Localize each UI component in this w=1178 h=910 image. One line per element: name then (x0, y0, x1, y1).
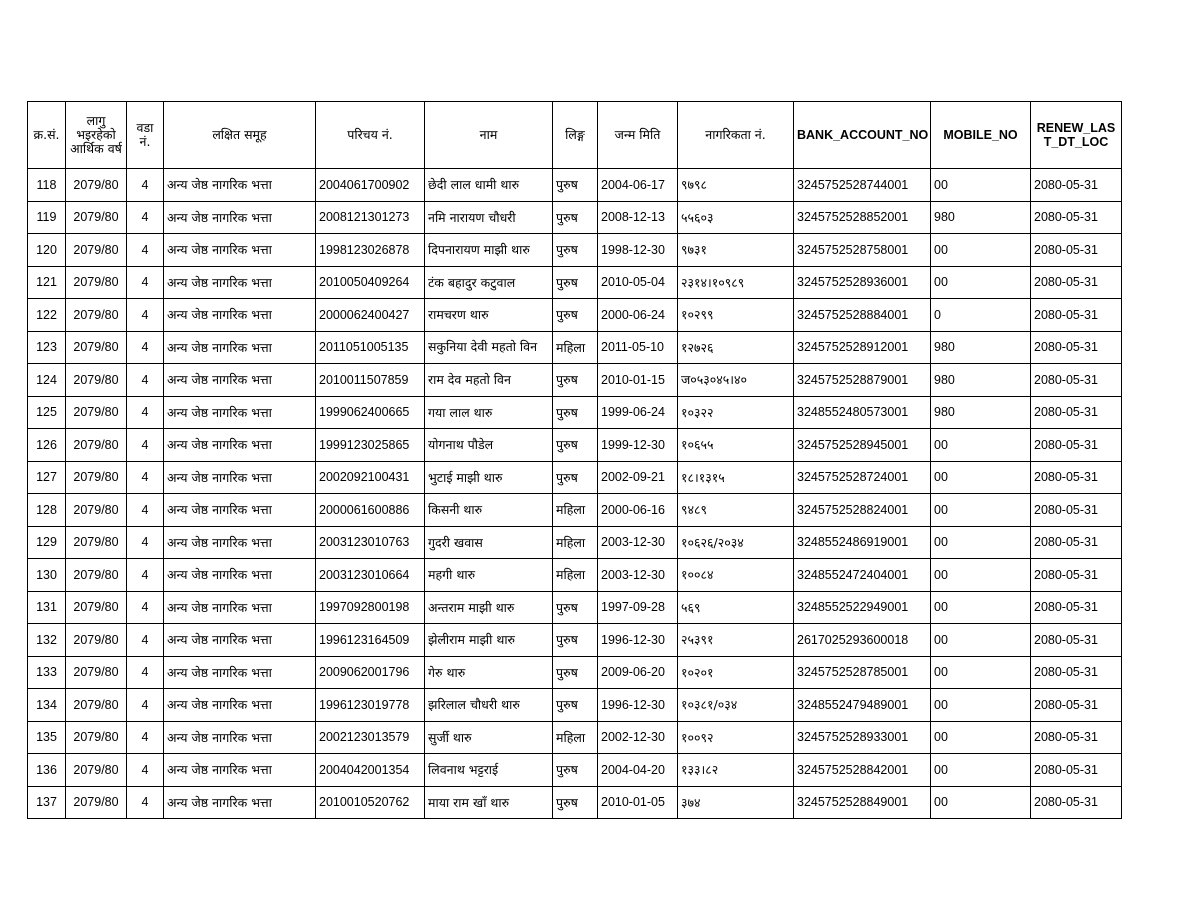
cell-target-group: अन्य जेष्ठ नागरिक भत्ता (164, 234, 316, 267)
header-id-no: परिचय नं. (316, 102, 425, 169)
cell-renew-date: 2080-05-31 (1031, 201, 1122, 234)
cell-mobile: 00 (931, 266, 1031, 299)
cell-target-group: अन्य जेष्ठ नागरिक भत्ता (164, 429, 316, 462)
cell-birth-date: 2000-06-24 (598, 299, 678, 332)
cell-birth-date: 2002-09-21 (598, 461, 678, 494)
cell-birth-date: 2002-12-30 (598, 721, 678, 754)
cell-ward-no: 4 (127, 461, 164, 494)
cell-name: किसनी थारु (425, 494, 553, 527)
cell-serial: 130 (28, 559, 66, 592)
cell-fiscal-year: 2079/80 (66, 266, 127, 299)
cell-bank-account: 3245752528724001 (794, 461, 931, 494)
cell-gender: पुरुष (553, 591, 598, 624)
cell-gender: महिला (553, 526, 598, 559)
cell-mobile: 00 (931, 169, 1031, 202)
cell-birth-date: 1996-12-30 (598, 624, 678, 657)
header-name: नाम (425, 102, 553, 169)
cell-renew-date: 2080-05-31 (1031, 786, 1122, 819)
cell-gender: पुरुष (553, 364, 598, 397)
cell-target-group: अन्य जेष्ठ नागरिक भत्ता (164, 559, 316, 592)
header-gender: लिङ्ग (553, 102, 598, 169)
cell-id-no: 2002123013579 (316, 721, 425, 754)
cell-bank-account: 3245752528852001 (794, 201, 931, 234)
cell-fiscal-year: 2079/80 (66, 234, 127, 267)
cell-gender: पुरुष (553, 624, 598, 657)
cell-mobile: 00 (931, 494, 1031, 527)
cell-citizenship-no: १००९२ (678, 721, 794, 754)
cell-citizenship-no: १०२९९ (678, 299, 794, 332)
cell-mobile: 00 (931, 656, 1031, 689)
cell-name: दिपनारायण माझी थारु (425, 234, 553, 267)
cell-citizenship-no: ५६९ (678, 591, 794, 624)
cell-target-group: अन्य जेष्ठ नागरिक भत्ता (164, 526, 316, 559)
cell-gender: पुरुष (553, 396, 598, 429)
cell-renew-date: 2080-05-31 (1031, 559, 1122, 592)
table-row (28, 396, 1122, 429)
cell-gender: पुरुष (553, 786, 598, 819)
cell-ward-no: 4 (127, 364, 164, 397)
cell-id-no: 1996123019778 (316, 689, 425, 722)
header-renew-date: RENEW_LAST_DT_LOC (1031, 102, 1122, 169)
cell-ward-no: 4 (127, 169, 164, 202)
cell-serial: 127 (28, 461, 66, 494)
cell-renew-date: 2080-05-31 (1031, 754, 1122, 787)
cell-bank-account: 3248552522949001 (794, 591, 931, 624)
cell-ward-no: 4 (127, 299, 164, 332)
cell-renew-date: 2080-05-31 (1031, 331, 1122, 364)
cell-ward-no: 4 (127, 786, 164, 819)
cell-target-group: अन्य जेष्ठ नागरिक भत्ता (164, 689, 316, 722)
cell-fiscal-year: 2079/80 (66, 201, 127, 234)
cell-fiscal-year: 2079/80 (66, 331, 127, 364)
cell-renew-date: 2080-05-31 (1031, 526, 1122, 559)
cell-gender: महिला (553, 494, 598, 527)
cell-fiscal-year: 2079/80 (66, 169, 127, 202)
cell-id-no: 2004061700902 (316, 169, 425, 202)
cell-renew-date: 2080-05-31 (1031, 689, 1122, 722)
cell-target-group: अन्य जेष्ठ नागरिक भत्ता (164, 331, 316, 364)
cell-name: गया लाल थारु (425, 396, 553, 429)
cell-gender: पुरुष (553, 461, 598, 494)
header-bank-account: BANK_ACCOUNT_NO (794, 102, 931, 169)
cell-ward-no: 4 (127, 624, 164, 657)
cell-citizenship-no: ज०५३०४५।४० (678, 364, 794, 397)
table-row (28, 169, 1122, 202)
cell-id-no: 2000062400427 (316, 299, 425, 332)
cell-ward-no: 4 (127, 494, 164, 527)
cell-birth-date: 2011-05-10 (598, 331, 678, 364)
table-body (28, 169, 1122, 819)
cell-mobile: 980 (931, 331, 1031, 364)
cell-name: टंक बहादुर कटुवाल (425, 266, 553, 299)
cell-fiscal-year: 2079/80 (66, 494, 127, 527)
cell-name: सकुनिया देवी महतो विन (425, 331, 553, 364)
header-citizenship-no: नागरिकता नं. (678, 102, 794, 169)
cell-name: छेदी लाल धामी थारु (425, 169, 553, 202)
cell-fiscal-year: 2079/80 (66, 721, 127, 754)
cell-name: गुदरी खवास (425, 526, 553, 559)
cell-gender: पुरुष (553, 266, 598, 299)
cell-mobile: 00 (931, 786, 1031, 819)
cell-renew-date: 2080-05-31 (1031, 364, 1122, 397)
header-serial: क्र.सं. (28, 102, 66, 169)
cell-birth-date: 1999-06-24 (598, 396, 678, 429)
cell-fiscal-year: 2079/80 (66, 299, 127, 332)
cell-fiscal-year: 2079/80 (66, 656, 127, 689)
cell-gender: पुरुष (553, 689, 598, 722)
table-row (28, 266, 1122, 299)
cell-fiscal-year: 2079/80 (66, 461, 127, 494)
cell-ward-no: 4 (127, 526, 164, 559)
table-row (28, 299, 1122, 332)
cell-serial: 122 (28, 299, 66, 332)
cell-birth-date: 2008-12-13 (598, 201, 678, 234)
cell-serial: 135 (28, 721, 66, 754)
cell-serial: 131 (28, 591, 66, 624)
cell-fiscal-year: 2079/80 (66, 396, 127, 429)
cell-bank-account: 3245752528879001 (794, 364, 931, 397)
cell-ward-no: 4 (127, 689, 164, 722)
cell-fiscal-year: 2079/80 (66, 754, 127, 787)
table-row (28, 559, 1122, 592)
cell-gender: पुरुष (553, 169, 598, 202)
cell-ward-no: 4 (127, 396, 164, 429)
cell-mobile: 980 (931, 396, 1031, 429)
cell-id-no: 2008121301273 (316, 201, 425, 234)
cell-id-no: 2004042001354 (316, 754, 425, 787)
cell-birth-date: 2004-06-17 (598, 169, 678, 202)
header-ward-no: वडा नं. (127, 102, 164, 169)
cell-mobile: 980 (931, 201, 1031, 234)
cell-mobile: 00 (931, 754, 1031, 787)
cell-name: राम देव महतो विन (425, 364, 553, 397)
cell-target-group: अन्य जेष्ठ नागरिक भत्ता (164, 396, 316, 429)
cell-gender: पुरुष (553, 201, 598, 234)
cell-renew-date: 2080-05-31 (1031, 461, 1122, 494)
cell-serial: 126 (28, 429, 66, 462)
cell-birth-date: 1997-09-28 (598, 591, 678, 624)
table-row (28, 721, 1122, 754)
cell-target-group: अन्य जेष्ठ नागरिक भत्ता (164, 656, 316, 689)
table-row (28, 754, 1122, 787)
cell-name: योगनाथ पौडेल (425, 429, 553, 462)
cell-ward-no: 4 (127, 754, 164, 787)
cell-bank-account: 3245752528884001 (794, 299, 931, 332)
cell-target-group: अन्य जेष्ठ नागरिक भत्ता (164, 461, 316, 494)
cell-ward-no: 4 (127, 429, 164, 462)
table-row (28, 494, 1122, 527)
cell-citizenship-no: ९७९८ (678, 169, 794, 202)
cell-citizenship-no: ३७४ (678, 786, 794, 819)
cell-birth-date: 2004-04-20 (598, 754, 678, 787)
cell-citizenship-no: १८।१३१५ (678, 461, 794, 494)
cell-birth-date: 2003-12-30 (598, 526, 678, 559)
cell-bank-account: 3245752528842001 (794, 754, 931, 787)
cell-name: नमि नारायण चौधरी (425, 201, 553, 234)
cell-id-no: 2003123010763 (316, 526, 425, 559)
table-row (28, 656, 1122, 689)
cell-fiscal-year: 2079/80 (66, 429, 127, 462)
cell-bank-account: 3245752528945001 (794, 429, 931, 462)
cell-fiscal-year: 2079/80 (66, 786, 127, 819)
cell-name: भुटाई माझी थारु (425, 461, 553, 494)
cell-target-group: अन्य जेष्ठ नागरिक भत्ता (164, 299, 316, 332)
cell-citizenship-no: १०३२२ (678, 396, 794, 429)
cell-mobile: 00 (931, 559, 1031, 592)
header-birth-date: जन्म मिति (598, 102, 678, 169)
cell-name: गेरु थारु (425, 656, 553, 689)
cell-serial: 125 (28, 396, 66, 429)
table-row (28, 234, 1122, 267)
cell-target-group: अन्य जेष्ठ नागरिक भत्ता (164, 494, 316, 527)
cell-serial: 118 (28, 169, 66, 202)
cell-serial: 119 (28, 201, 66, 234)
cell-id-no: 1998123026878 (316, 234, 425, 267)
cell-birth-date: 2009-06-20 (598, 656, 678, 689)
cell-birth-date: 1999-12-30 (598, 429, 678, 462)
cell-bank-account: 2617025293600018 (794, 624, 931, 657)
cell-birth-date: 2010-01-05 (598, 786, 678, 819)
cell-gender: पुरुष (553, 429, 598, 462)
cell-name: लिवनाथ भट्टराई (425, 754, 553, 787)
cell-ward-no: 4 (127, 559, 164, 592)
cell-name: माया राम खाँ थारु (425, 786, 553, 819)
cell-gender: पुरुष (553, 299, 598, 332)
cell-fiscal-year: 2079/80 (66, 624, 127, 657)
table-row (28, 689, 1122, 722)
cell-citizenship-no: २५३९१ (678, 624, 794, 657)
cell-citizenship-no: १३३।८२ (678, 754, 794, 787)
cell-serial: 124 (28, 364, 66, 397)
cell-citizenship-no: १०६२६/२०३४ (678, 526, 794, 559)
cell-ward-no: 4 (127, 331, 164, 364)
cell-target-group: अन्य जेष्ठ नागरिक भत्ता (164, 754, 316, 787)
cell-id-no: 1996123164509 (316, 624, 425, 657)
cell-serial: 132 (28, 624, 66, 657)
cell-renew-date: 2080-05-31 (1031, 494, 1122, 527)
cell-ward-no: 4 (127, 721, 164, 754)
cell-id-no: 2003123010664 (316, 559, 425, 592)
cell-bank-account: 3245752528849001 (794, 786, 931, 819)
cell-birth-date: 2000-06-16 (598, 494, 678, 527)
cell-id-no: 2000061600886 (316, 494, 425, 527)
cell-name: झेलीराम माझी थारु (425, 624, 553, 657)
cell-serial: 121 (28, 266, 66, 299)
cell-gender: महिला (553, 559, 598, 592)
table-row (28, 591, 1122, 624)
cell-birth-date: 2010-01-15 (598, 364, 678, 397)
cell-citizenship-no: १०६५५ (678, 429, 794, 462)
cell-ward-no: 4 (127, 266, 164, 299)
cell-gender: पुरुष (553, 656, 598, 689)
cell-serial: 133 (28, 656, 66, 689)
cell-renew-date: 2080-05-31 (1031, 721, 1122, 754)
header-mobile: MOBILE_NO (931, 102, 1031, 169)
table-row (28, 624, 1122, 657)
cell-target-group: अन्य जेष्ठ नागरिक भत्ता (164, 591, 316, 624)
cell-name: सुर्जी थारु (425, 721, 553, 754)
cell-renew-date: 2080-05-31 (1031, 396, 1122, 429)
cell-bank-account: 3248552479489001 (794, 689, 931, 722)
cell-bank-account: 3245752528824001 (794, 494, 931, 527)
table-row (28, 364, 1122, 397)
cell-mobile: 00 (931, 624, 1031, 657)
table-row (28, 201, 1122, 234)
cell-target-group: अन्य जेष्ठ नागरिक भत्ता (164, 266, 316, 299)
cell-citizenship-no: १०२०१ (678, 656, 794, 689)
cell-fiscal-year: 2079/80 (66, 559, 127, 592)
table-row (28, 331, 1122, 364)
cell-name: रामचरण थारु (425, 299, 553, 332)
cell-ward-no: 4 (127, 201, 164, 234)
cell-serial: 136 (28, 754, 66, 787)
cell-mobile: 980 (931, 364, 1031, 397)
cell-fiscal-year: 2079/80 (66, 689, 127, 722)
cell-renew-date: 2080-05-31 (1031, 266, 1122, 299)
cell-target-group: अन्य जेष्ठ नागरिक भत्ता (164, 624, 316, 657)
cell-gender: महिला (553, 721, 598, 754)
cell-gender: पुरुष (553, 234, 598, 267)
header-fiscal-year: लागु भइरहेको आर्थिक वर्ष (66, 102, 127, 169)
cell-renew-date: 2080-05-31 (1031, 234, 1122, 267)
cell-citizenship-no: ५५६०३ (678, 201, 794, 234)
cell-fiscal-year: 2079/80 (66, 526, 127, 559)
cell-gender: पुरुष (553, 754, 598, 787)
cell-id-no: 2010010520762 (316, 786, 425, 819)
cell-id-no: 2011051005135 (316, 331, 425, 364)
cell-bank-account: 3248552486919001 (794, 526, 931, 559)
cell-citizenship-no: १००८४ (678, 559, 794, 592)
header-target-group: लक्षित समूह (164, 102, 316, 169)
cell-id-no: 1999123025865 (316, 429, 425, 462)
cell-mobile: 00 (931, 461, 1031, 494)
cell-birth-date: 1998-12-30 (598, 234, 678, 267)
cell-mobile: 00 (931, 234, 1031, 267)
cell-bank-account: 3245752528936001 (794, 266, 931, 299)
cell-id-no: 2010050409264 (316, 266, 425, 299)
cell-bank-account: 3245752528785001 (794, 656, 931, 689)
cell-ward-no: 4 (127, 591, 164, 624)
cell-gender: महिला (553, 331, 598, 364)
cell-target-group: अन्य जेष्ठ नागरिक भत्ता (164, 169, 316, 202)
cell-renew-date: 2080-05-31 (1031, 624, 1122, 657)
cell-mobile: 00 (931, 429, 1031, 462)
cell-serial: 128 (28, 494, 66, 527)
cell-serial: 137 (28, 786, 66, 819)
cell-bank-account: 3248552472404001 (794, 559, 931, 592)
cell-bank-account: 3245752528758001 (794, 234, 931, 267)
cell-mobile: 00 (931, 721, 1031, 754)
cell-renew-date: 2080-05-31 (1031, 299, 1122, 332)
cell-serial: 120 (28, 234, 66, 267)
cell-citizenship-no: १०३८१/०३४ (678, 689, 794, 722)
cell-fiscal-year: 2079/80 (66, 591, 127, 624)
header-row (28, 102, 1122, 169)
cell-renew-date: 2080-05-31 (1031, 656, 1122, 689)
cell-name: महगी थारु (425, 559, 553, 592)
cell-id-no: 2002092100431 (316, 461, 425, 494)
cell-citizenship-no: ९४८९ (678, 494, 794, 527)
cell-ward-no: 4 (127, 234, 164, 267)
cell-name: झरिलाल चौधरी थारु (425, 689, 553, 722)
cell-birth-date: 1996-12-30 (598, 689, 678, 722)
cell-renew-date: 2080-05-31 (1031, 591, 1122, 624)
cell-mobile: 00 (931, 526, 1031, 559)
cell-id-no: 2009062001796 (316, 656, 425, 689)
cell-mobile: 00 (931, 689, 1031, 722)
table-row (28, 526, 1122, 559)
cell-mobile: 0 (931, 299, 1031, 332)
cell-bank-account: 3245752528744001 (794, 169, 931, 202)
cell-bank-account: 3245752528912001 (794, 331, 931, 364)
cell-bank-account: 3245752528933001 (794, 721, 931, 754)
cell-target-group: अन्य जेष्ठ नागरिक भत्ता (164, 786, 316, 819)
cell-serial: 123 (28, 331, 66, 364)
cell-mobile: 00 (931, 591, 1031, 624)
cell-renew-date: 2080-05-31 (1031, 169, 1122, 202)
table-row (28, 786, 1122, 819)
cell-citizenship-no: १२७२६ (678, 331, 794, 364)
cell-birth-date: 2003-12-30 (598, 559, 678, 592)
cell-citizenship-no: २३१४।१०९८९ (678, 266, 794, 299)
table-row (28, 429, 1122, 462)
cell-serial: 134 (28, 689, 66, 722)
cell-renew-date: 2080-05-31 (1031, 429, 1122, 462)
cell-id-no: 2010011507859 (316, 364, 425, 397)
cell-citizenship-no: ९७३१ (678, 234, 794, 267)
cell-ward-no: 4 (127, 656, 164, 689)
cell-target-group: अन्य जेष्ठ नागरिक भत्ता (164, 721, 316, 754)
cell-birth-date: 2010-05-04 (598, 266, 678, 299)
cell-id-no: 1997092800198 (316, 591, 425, 624)
cell-bank-account: 3248552480573001 (794, 396, 931, 429)
cell-name: अन्तराम माझी थारु (425, 591, 553, 624)
cell-serial: 129 (28, 526, 66, 559)
cell-fiscal-year: 2079/80 (66, 364, 127, 397)
cell-id-no: 1999062400665 (316, 396, 425, 429)
cell-target-group: अन्य जेष्ठ नागरिक भत्ता (164, 364, 316, 397)
beneficiary-table (27, 101, 1122, 819)
cell-target-group: अन्य जेष्ठ नागरिक भत्ता (164, 201, 316, 234)
table-row (28, 461, 1122, 494)
